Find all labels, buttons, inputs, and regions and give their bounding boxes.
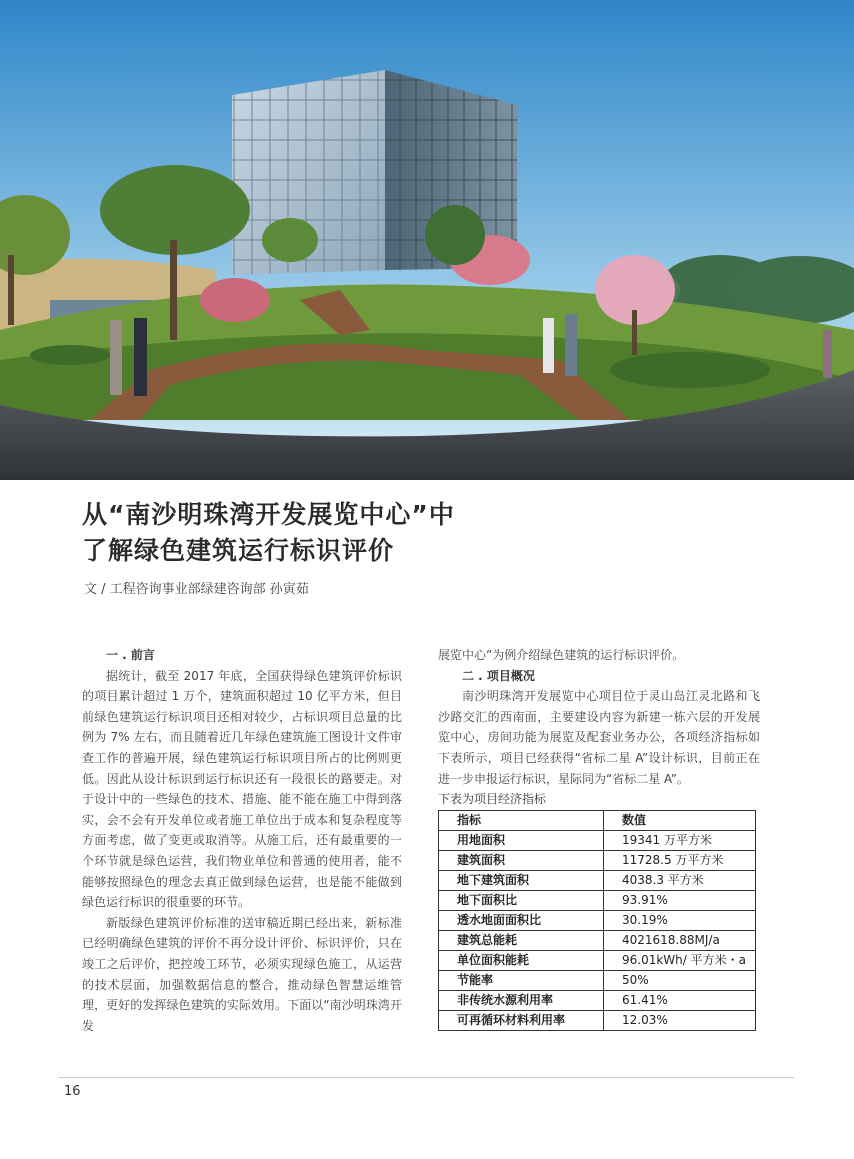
table-caption: 下表为项目经济指标 bbox=[438, 792, 547, 807]
table-cell-value: 12.03% bbox=[604, 1010, 756, 1030]
table-row bbox=[439, 930, 756, 950]
footer-divider bbox=[58, 1077, 794, 1078]
paragraph: 据统计，截至 2017 年底，全国获得绿色建筑评价标识的项目累计超过 1 万个，建筑面积超过 10 亿平方米，但目前绿色建筑运行标识项目还相对较少，占标识项目总量的比例为 7% 左右，而且随着近几年绿色建筑施工图设计文件审查工作的普遍开展，绿色建筑运行标识项目所占的比例则更低。因此从设计标识到运行标识还有一段很长的路要走。对于设计中的一些绿色的技术、措施、能不能在施工中得到落实，会不会有开发单位或者施工单位出于成本和复杂程度等方面考虑，做了变更或取消等。从施工后，还有最重要的一个环节就是绿色运营，我们物业单位和普通的使用者，能不能够按照绿色的理念去真正做到绿色运营，也是能不能做到绿色运行标识的很重要的环节。 bbox=[82, 668, 402, 910]
left-column bbox=[82, 645, 402, 1036]
table-cell-value: 19341 万平方米 bbox=[604, 830, 756, 850]
table-cell-value: 61.41% bbox=[604, 990, 756, 1010]
table-cell-key: 透水地面面积比 bbox=[439, 910, 604, 930]
table-row bbox=[439, 1010, 756, 1030]
table-row bbox=[439, 970, 756, 990]
article-title-line-1: 从“南沙明珠湾开发展览中心”中 bbox=[82, 500, 455, 529]
table-cell-value: 11728.5 万平方米 bbox=[604, 850, 756, 870]
table-cell-value: 30.19% bbox=[604, 910, 756, 930]
article-title-line-2: 了解绿色建筑运行标识评价 bbox=[82, 536, 395, 565]
paragraph-continuation: 展览中心”为例介绍绿色建筑的运行标识评价。 bbox=[438, 648, 685, 662]
table-cell-key: 非传统水源利用率 bbox=[439, 990, 604, 1010]
table-cell-key: 节能率 bbox=[439, 970, 604, 990]
paragraph: 新版绿色建筑评价标准的送审稿近期已经出来，新标准已经明确绿色建筑的评价不再分设计评价、标识评价，只在竣工之后评价，把控竣工环节，必须实现绿色施工，从运营的技术层面，加强数据信息的整合，推动绿色智慧运维管理，更好的发挥绿色建筑的实际效用。下面以“南沙明珠湾开发 bbox=[82, 915, 402, 1033]
page-number: 16 bbox=[64, 1084, 81, 1099]
table-row bbox=[439, 830, 756, 850]
table-header-value: 数值 bbox=[604, 810, 756, 830]
table-row bbox=[439, 950, 756, 970]
hero-image bbox=[0, 0, 854, 480]
section-heading-preface: 一 . 前言 bbox=[106, 648, 155, 662]
economic-indicators-table bbox=[438, 810, 756, 1031]
table-row bbox=[439, 910, 756, 930]
table-cell-value: 50% bbox=[604, 970, 756, 990]
table-cell-key: 可再循环材料利用率 bbox=[439, 1010, 604, 1030]
table-cell-value: 4038.3 平方米 bbox=[604, 870, 756, 890]
table-cell-value: 96.01kWh/ 平方米・a bbox=[604, 950, 756, 970]
table-row bbox=[439, 870, 756, 890]
table-cell-key: 地下面积比 bbox=[439, 890, 604, 910]
table-cell-value: 4021618.88MJ/a bbox=[604, 930, 756, 950]
table-row bbox=[439, 850, 756, 870]
article-byline: 文 / 工程咨询事业部绿建咨询部 孙寅茹 bbox=[84, 582, 309, 597]
table-row bbox=[439, 990, 756, 1010]
article-title bbox=[82, 497, 682, 569]
right-column bbox=[438, 645, 760, 1031]
table-header-key: 指标 bbox=[439, 810, 604, 830]
table-cell-key: 地下建筑面积 bbox=[439, 870, 604, 890]
table-row bbox=[439, 890, 756, 910]
table-cell-key: 建筑总能耗 bbox=[439, 930, 604, 950]
building-rendering bbox=[0, 0, 854, 480]
section-heading-overview: 二 . 项目概况 bbox=[462, 668, 535, 683]
table-cell-key: 用地面积 bbox=[439, 830, 604, 850]
table-cell-key: 单位面积能耗 bbox=[439, 950, 604, 970]
table-cell-key: 建筑面积 bbox=[439, 850, 604, 870]
table-header-row bbox=[439, 810, 756, 830]
table-cell-value: 93.91% bbox=[604, 890, 756, 910]
paragraph: 南沙明珠湾开发展览中心项目位于灵山岛江灵北路和飞沙路交汇的西南面，主要建设内容为新建一栋六层的开发展览中心，房间功能为展览及配套业务办公，各项经济指标如下表所示，项目已经获得“省标二星 A”设计标识，目前正在进一步申报运行标识，星际同为“省标二星 A”。 bbox=[438, 689, 760, 786]
